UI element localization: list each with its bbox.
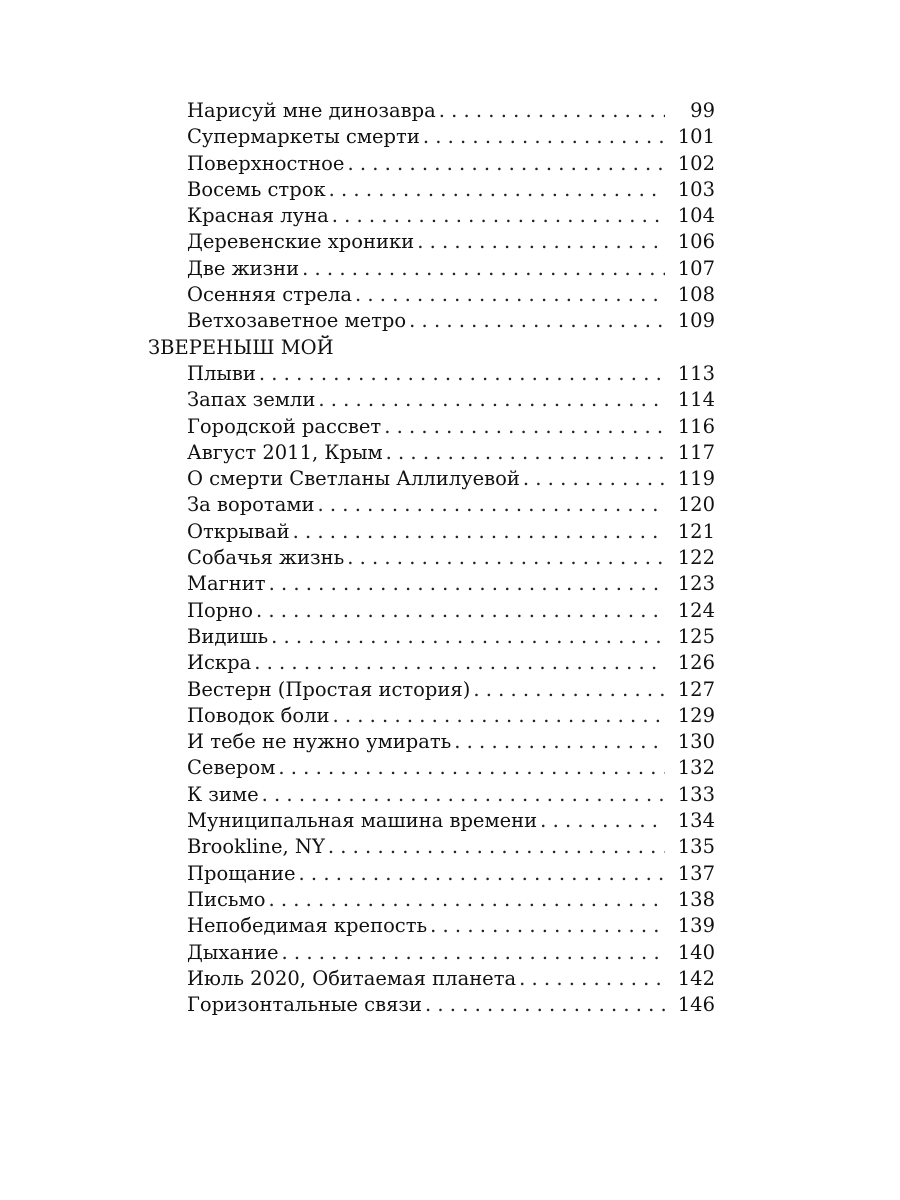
entry-title: Вестерн (Простая история) <box>187 677 471 701</box>
toc-entry <box>148 940 715 966</box>
page-number: 142 <box>677 966 715 990</box>
page-number: 126 <box>677 651 715 675</box>
entry-title: Красная луна <box>187 204 329 228</box>
dot-leader <box>454 729 665 755</box>
entry-title: Поверхностное <box>187 151 345 175</box>
toc-entry <box>148 624 715 650</box>
page-number: 129 <box>677 703 715 727</box>
toc-entry <box>148 677 715 703</box>
page-number: 125 <box>677 624 715 648</box>
toc-entry <box>148 177 715 203</box>
dot-leader <box>439 98 665 124</box>
page-number: 130 <box>677 730 715 754</box>
toc-entry <box>148 387 715 413</box>
toc-entry <box>148 256 715 282</box>
dot-leader <box>256 598 665 624</box>
entry-title: Август 2011, Крым <box>187 440 383 464</box>
toc-entry <box>148 887 715 913</box>
dot-leader <box>425 992 665 1018</box>
page-number: 113 <box>677 361 715 385</box>
entry-title: Поводок боли <box>187 703 330 727</box>
dot-leader <box>355 282 665 308</box>
toc-entry <box>148 414 715 440</box>
page-number: 138 <box>677 887 715 911</box>
section-heading: ЗВЕРЕНЫШ МОЙ <box>148 335 334 359</box>
toc-entry <box>148 729 715 755</box>
dot-leader <box>318 492 666 518</box>
entry-title: Июль 2020, Обитаемая планета <box>187 966 517 990</box>
dot-leader <box>417 229 665 255</box>
toc-entry <box>148 229 715 255</box>
entry-title: Ветхозаветное метро <box>187 309 407 333</box>
dot-leader <box>540 808 665 834</box>
dot-leader <box>332 703 665 729</box>
entry-title: Севером <box>187 756 276 780</box>
page-number: 104 <box>677 204 715 228</box>
dot-leader <box>268 887 665 913</box>
entry-title: Восемь строк <box>187 177 326 201</box>
dot-leader <box>409 308 665 334</box>
page-number: 121 <box>677 519 715 543</box>
dot-leader <box>293 519 665 545</box>
dot-leader <box>299 861 665 887</box>
entry-title: Горизонтальные связи <box>187 993 423 1017</box>
dot-leader <box>269 571 665 597</box>
dot-leader <box>384 414 665 440</box>
entry-title: Муниципальная машина времени <box>187 809 538 833</box>
page-number: 109 <box>677 309 715 333</box>
toc-entry <box>148 282 715 308</box>
toc-entry <box>148 466 715 492</box>
page-number: 134 <box>677 809 715 833</box>
entry-title: За воротами <box>187 493 315 517</box>
toc-entry <box>148 861 715 887</box>
page-number: 99 <box>690 99 715 122</box>
toc-entry <box>148 650 715 676</box>
dot-leader <box>282 940 665 966</box>
page-number: 103 <box>677 177 715 201</box>
page-number: 139 <box>677 914 715 938</box>
page-number: 102 <box>677 151 715 175</box>
toc-entry <box>148 492 715 518</box>
toc-entry <box>148 808 715 834</box>
dot-leader <box>262 782 665 808</box>
page-number: 116 <box>677 414 715 438</box>
toc-entry <box>148 992 715 1018</box>
dot-leader <box>523 466 665 492</box>
entry-title: И тебе не нужно умирать <box>187 730 452 754</box>
dot-leader <box>254 650 665 676</box>
entry-title: Brookline, NY <box>187 835 325 859</box>
table-of-contents <box>148 98 715 1018</box>
entry-title: К зиме <box>187 782 259 806</box>
entry-title: Порно <box>187 598 253 622</box>
entry-title: Плыви <box>187 361 256 385</box>
toc-entry <box>148 598 715 624</box>
dot-leader <box>347 545 665 571</box>
page-number: 108 <box>677 283 715 307</box>
entry-title: Две жизни <box>187 256 300 280</box>
toc-entry <box>148 913 715 939</box>
page-number: 137 <box>677 861 715 885</box>
entry-title: Дыхание <box>187 940 279 964</box>
toc-entry <box>148 545 715 571</box>
page-number: 101 <box>677 125 715 149</box>
toc-entry <box>148 361 715 387</box>
entry-title: Непобедимая крепость <box>187 914 428 938</box>
page-number: 146 <box>677 993 715 1017</box>
page-number: 127 <box>677 677 715 701</box>
page-number: 114 <box>677 388 715 412</box>
dot-leader <box>386 440 665 466</box>
entry-title: Собачья жизнь <box>187 546 345 570</box>
page-number: 132 <box>677 756 715 780</box>
dot-leader <box>473 677 665 703</box>
dot-leader <box>423 124 665 150</box>
toc-entry <box>148 124 715 150</box>
entry-title: Открывай <box>187 519 290 543</box>
toc-entry <box>148 703 715 729</box>
toc-entry <box>148 519 715 545</box>
page-number: 119 <box>677 467 715 491</box>
toc-entry <box>148 782 715 808</box>
dot-leader <box>302 256 665 282</box>
dot-leader <box>328 834 665 860</box>
page-number: 106 <box>677 230 715 254</box>
dot-leader <box>430 913 665 939</box>
page-number: 123 <box>677 572 715 596</box>
page-number: 120 <box>677 493 715 517</box>
page-number: 122 <box>677 546 715 570</box>
toc-entry <box>148 571 715 597</box>
page-number: 124 <box>677 598 715 622</box>
entry-title: Письмо <box>187 887 266 911</box>
entry-title: Осенняя стрела <box>187 283 352 307</box>
entry-title: О смерти Светланы Аллилуевой <box>187 467 520 491</box>
page-number: 117 <box>677 440 715 464</box>
entry-title: Запах земли <box>187 388 316 412</box>
dot-leader <box>347 151 665 177</box>
entry-title: Видишь <box>187 624 269 648</box>
toc-entry <box>148 203 715 229</box>
dot-leader <box>519 966 665 992</box>
dot-leader <box>259 361 665 387</box>
entry-title: Супермаркеты смерти <box>187 125 420 149</box>
entry-title: Городской рассвет <box>187 414 382 438</box>
toc-entry <box>148 151 715 177</box>
toc-entry <box>148 834 715 860</box>
dot-leader <box>329 177 665 203</box>
page-number: 133 <box>677 782 715 806</box>
page-number: 107 <box>677 256 715 280</box>
dot-leader <box>278 755 665 781</box>
entry-title: Искра <box>187 651 252 675</box>
toc-entry <box>148 966 715 992</box>
entry-title: Магнит <box>187 572 266 596</box>
toc-entry <box>148 755 715 781</box>
dot-leader <box>332 203 665 229</box>
toc-entry <box>148 308 715 334</box>
toc-entry <box>148 440 715 466</box>
entry-title: Нарисуй мне динозавра <box>187 99 436 122</box>
dot-leader <box>318 387 665 413</box>
page-number: 140 <box>677 940 715 964</box>
entry-title: Деревенские хроники <box>187 230 415 254</box>
entry-title: Прощание <box>187 861 296 885</box>
toc-entry <box>148 98 715 124</box>
dot-leader <box>271 624 665 650</box>
page-number: 135 <box>677 835 715 859</box>
